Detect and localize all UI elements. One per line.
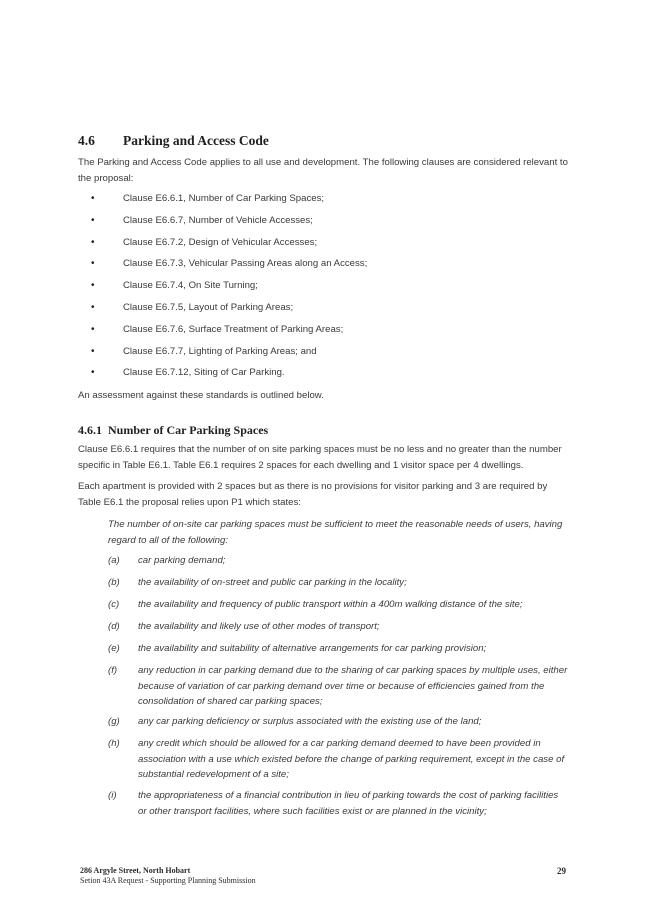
item-text: the appropriateness of a financial contribution in lieu of parking towards the cost of parking facilities or other transport facilities, where such facilities exist or are planned in the vicinity; xyxy=(138,790,559,817)
item-text: the availability and suitability of alternative arrangements for car parking provision; xyxy=(138,643,487,654)
item-text: any credit which should be allowed for a car parking demand deemed to have been provided in association with a use which existed before the change of parking requirement, except in the case of substantial redevelopment of a site; xyxy=(138,738,565,780)
bullet-icon: • xyxy=(91,280,95,292)
list-item xyxy=(78,367,367,389)
section-number: 4.6 xyxy=(78,133,95,148)
section-intro: The Parking and Access Code applies to all use and development. The following clauses are considered relevant to the proposal: xyxy=(78,157,568,184)
bullet-icon: • xyxy=(91,193,95,204)
list-item xyxy=(78,258,367,280)
item-label: (e) xyxy=(108,643,120,654)
item-label: (d) xyxy=(108,621,120,632)
item-text: the availability and likely use of other modes of transport; xyxy=(138,621,380,632)
clause-text: Clause E6.6.7, Number of Vehicle Accesses; xyxy=(123,214,313,226)
list-item xyxy=(78,324,367,346)
subsection-heading xyxy=(78,423,268,438)
item-label: (b) xyxy=(108,577,120,588)
clause-text: Clause E6.7.2, Design of Vehicular Accesses; xyxy=(123,236,318,248)
item-label: (g) xyxy=(108,716,120,727)
clause-text: Clause E6.6.1, Number of Car Parking Spaces; xyxy=(123,193,325,204)
section-heading xyxy=(78,133,269,149)
footer-address: 286 Argyle Street, North Hobart xyxy=(80,866,191,875)
clause-text: Clause E6.7.7, Lighting of Parking Areas; and xyxy=(123,345,317,357)
list-item xyxy=(78,280,367,302)
item-label: (a) xyxy=(108,555,120,566)
clause-text: Clause E6.7.4, On Site Turning; xyxy=(123,280,258,292)
item-text: any car parking deficiency or surplus associated with the existing use of the land; xyxy=(138,716,482,727)
clause-text: Clause E6.7.5, Layout of Parking Areas; xyxy=(123,301,294,313)
subsection-title: Number of Car Parking Spaces xyxy=(108,423,269,437)
subsection-paragraph-1: Clause E6.6.1 requires that the number of on site parking spaces must be no less and no greater than the number specific in Table E6.1. Table E6.1 requires 2 spaces for each dwelling and 1 visitor space per 4 dwellings. xyxy=(78,444,562,471)
quote-item xyxy=(108,736,568,783)
item-label: (i) xyxy=(108,790,117,801)
item-label: (f) xyxy=(108,665,118,676)
quote-intro: The number of on-site car parking spaces must be sufficient to meet the reasonable needs of users, having regard to all of the following: xyxy=(108,519,563,546)
subsection-paragraph-2: Each apartment is provided with 2 spaces but as there is no provisions for visitor parking and 3 are required by Table E6.1 the proposal relies upon P1 which states: xyxy=(78,481,548,508)
list-item xyxy=(78,302,367,324)
quote-item xyxy=(108,553,568,569)
quote-item xyxy=(108,788,568,819)
subsection-number: 4.6.1 xyxy=(78,423,102,437)
item-text: any reduction in car parking demand due to the sharing of car parking spaces by multiple uses, either because of variation of car parking demand over time or because of efficiencies gained from the consolidation of shared car parking spaces; xyxy=(138,665,568,707)
quote-item xyxy=(108,619,568,635)
section-outro: An assessment against these standards is outlined below. xyxy=(78,390,324,401)
bullet-icon: • xyxy=(91,214,95,226)
item-label: (c) xyxy=(108,599,120,610)
clause-text: Clause E6.7.6, Surface Treatment of Parking Areas; xyxy=(123,323,344,335)
bullet-icon: • xyxy=(91,236,95,248)
page-number: 29 xyxy=(557,866,566,876)
bullet-icon: • xyxy=(91,367,95,379)
footer-document-title: Setion 43A Request - Supporting Planning Submission xyxy=(80,876,256,885)
clause-list xyxy=(78,193,367,389)
clause-text: Clause E6.7.3, Vehicular Passing Areas along an Access; xyxy=(123,258,368,270)
list-item xyxy=(78,346,367,368)
clause-text: Clause E6.7.12, Siting of Car Parking. xyxy=(123,367,285,379)
item-text: the availability of on-street and public car parking in the locality; xyxy=(138,577,407,588)
bullet-icon: • xyxy=(91,345,95,357)
bullet-icon: • xyxy=(91,301,95,313)
bullet-icon: • xyxy=(91,323,95,335)
bullet-icon: • xyxy=(91,258,95,270)
page-footer xyxy=(80,866,256,886)
quote-item xyxy=(108,714,568,730)
item-text: the availability and frequency of public transport within a 400m walking distance of the site; xyxy=(138,599,523,610)
quote-item xyxy=(108,663,568,710)
list-item xyxy=(78,237,367,259)
quote-item xyxy=(108,575,568,591)
list-item xyxy=(78,193,367,215)
quote-item xyxy=(108,597,568,613)
item-label: (h) xyxy=(108,738,120,749)
list-item xyxy=(78,215,367,237)
section-title: Parking and Access Code xyxy=(123,133,269,148)
item-text: car parking demand; xyxy=(138,555,226,566)
quote-item xyxy=(108,641,568,657)
